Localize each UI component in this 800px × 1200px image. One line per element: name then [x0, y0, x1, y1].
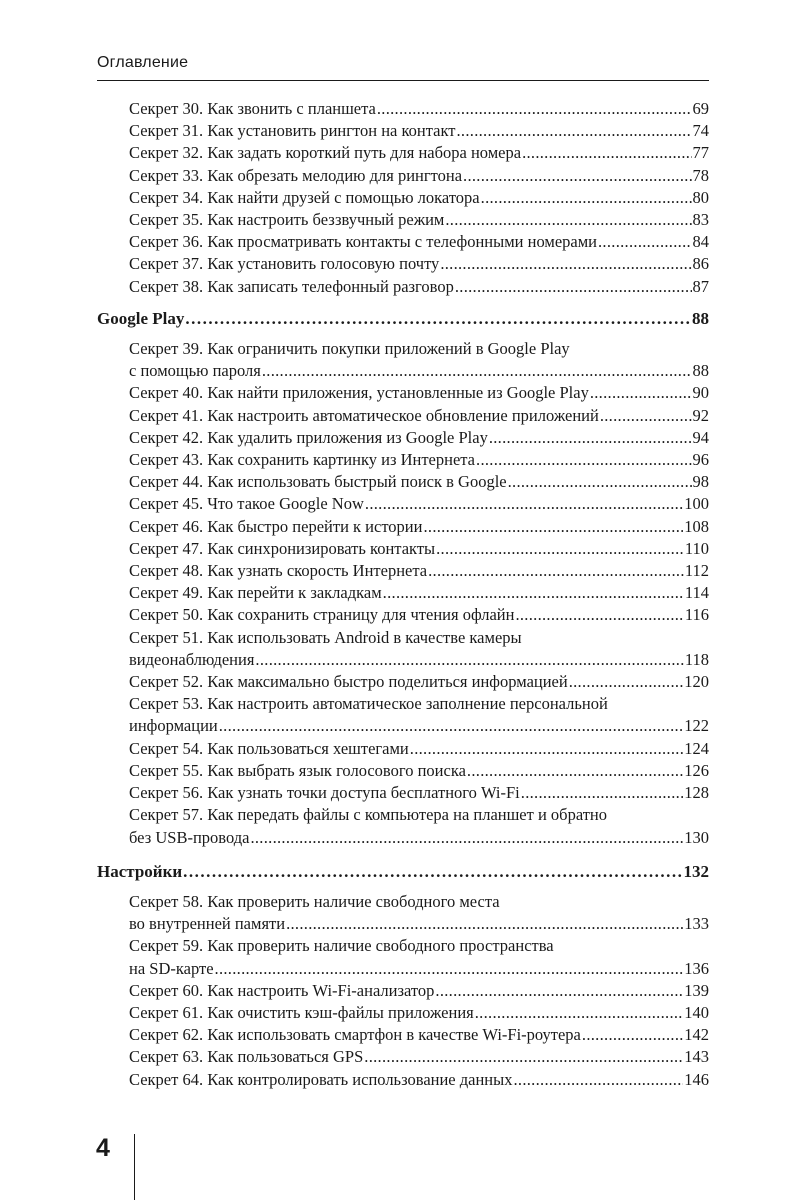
- dot-leader: [457, 120, 692, 142]
- entry-title-line: Секрет 57. Как передать файлы с компьютера на планшет и обратно: [129, 805, 608, 825]
- entry-page-number: 128: [684, 783, 709, 803]
- entry-title: видеонаблюдения: [129, 649, 255, 669]
- toc-entry: [97, 142, 709, 164]
- entry-title: Секрет 54. Как пользоваться хештегами: [129, 738, 409, 758]
- section-title: Google Play: [97, 308, 185, 328]
- toc-entry: [97, 231, 709, 253]
- toc-entry: [97, 604, 709, 626]
- toc-entry: [97, 935, 709, 979]
- dot-leader: [183, 861, 682, 883]
- toc-entry: [97, 165, 709, 187]
- entry-title-line: Секрет 51. Как использовать Android в качестве камеры: [129, 627, 522, 647]
- entry-title: Секрет 45. Что такое Google Now: [129, 494, 364, 514]
- dot-leader: [481, 187, 692, 209]
- dot-leader: [377, 98, 692, 120]
- toc-entry: [97, 738, 709, 760]
- toc-entry: [97, 1024, 709, 1046]
- entry-page-number: 126: [684, 760, 709, 780]
- entry-title-line: Секрет 59. Как проверить наличие свободного пространства: [129, 936, 554, 956]
- entry-row: [129, 516, 709, 538]
- entry-row: [129, 98, 709, 120]
- entry-title: Секрет 62. Как использовать смартфон в качестве Wi-Fi-роутера: [129, 1025, 581, 1045]
- toc-entry: [97, 693, 709, 737]
- dot-leader: [476, 449, 691, 471]
- dot-leader: [428, 560, 684, 582]
- entry-row: [129, 538, 709, 560]
- entry-page-number: 78: [692, 165, 709, 185]
- entry-page-number: 118: [684, 649, 709, 669]
- entry-row: [129, 405, 709, 427]
- toc-entry: [97, 1069, 709, 1091]
- dot-leader: [262, 360, 692, 382]
- entry-row: [129, 913, 709, 935]
- entry-row: [129, 253, 709, 275]
- toc-entry: [97, 671, 709, 693]
- entry-title: Секрет 47. Как синхронизировать контакты: [129, 538, 436, 558]
- entry-title: Секрет 41. Как настроить автоматическое обновление приложений: [129, 405, 599, 425]
- section-page-number: 132: [683, 861, 709, 881]
- toc-entry: [97, 627, 709, 671]
- dot-leader: [515, 604, 683, 626]
- entry-row: [129, 760, 709, 782]
- entry-row: [129, 582, 709, 604]
- entry-title: Секрет 55. Как выбрать язык голосового поиска: [129, 760, 466, 780]
- entry-title-line: Секрет 58. Как проверить наличие свободного места: [129, 891, 500, 911]
- dot-leader: [508, 471, 692, 493]
- entry-title: Секрет 49. Как перейти к закладкам: [129, 583, 382, 603]
- entry-page-number: 116: [684, 605, 709, 625]
- entry-row: [129, 560, 709, 582]
- entry-title: Секрет 61. Как очистить кэш-файлы приложения: [129, 1002, 474, 1022]
- entry-row: [129, 1046, 709, 1068]
- page-number: 4: [96, 1134, 110, 1162]
- dot-leader: [489, 427, 692, 449]
- entry-page-number: 136: [684, 958, 709, 978]
- dot-leader: [598, 231, 692, 253]
- entry-page-number: 94: [692, 427, 709, 447]
- entry-page-number: 120: [684, 672, 709, 692]
- entry-title: информации: [129, 716, 218, 736]
- entry-title: на SD-карте: [129, 958, 214, 978]
- entry-title: Секрет 30. Как звонить с планшета: [129, 99, 376, 118]
- entry-page-number: 108: [684, 516, 709, 536]
- entry-page-number: 143: [684, 1047, 709, 1067]
- entry-page-number: 83: [692, 210, 709, 230]
- dot-leader: [463, 165, 691, 187]
- toc-entry: [97, 560, 709, 582]
- entry-row: [129, 382, 709, 404]
- toc-entry: [97, 1046, 709, 1068]
- entry-page-number: 86: [692, 254, 709, 274]
- dot-leader: [185, 308, 691, 330]
- toc-entry: [97, 98, 709, 120]
- header-rule: [97, 80, 709, 81]
- toc-entry: [97, 516, 709, 538]
- toc-entry: [97, 582, 709, 604]
- entry-title: Секрет 31. Как установить рингтон на контакт: [129, 121, 456, 141]
- running-header: Оглавление: [97, 54, 189, 71]
- entry-page-number: 142: [684, 1025, 709, 1045]
- entry-page-number: 90: [692, 383, 709, 403]
- toc-entry: [97, 405, 709, 427]
- entry-row: [129, 1069, 709, 1091]
- entry-row: [129, 782, 709, 804]
- entry-row: [129, 604, 709, 626]
- entry-row: [129, 827, 709, 849]
- entry-page-number: 133: [684, 914, 709, 934]
- entry-row: [129, 738, 709, 760]
- entry-title: Секрет 34. Как найти друзей с помощью локатора: [129, 187, 480, 207]
- entry-title: Секрет 38. Как записать телефонный разговор: [129, 276, 454, 296]
- entry-title: с помощью пароля: [129, 361, 261, 381]
- entry-row: [129, 715, 709, 737]
- entry-page-number: 88: [692, 361, 709, 381]
- entry-row: [129, 1024, 709, 1046]
- dot-leader: [383, 582, 684, 604]
- entry-page-number: 74: [692, 121, 709, 141]
- section-title: Настройки: [97, 861, 183, 881]
- toc-entry: [97, 804, 709, 848]
- entry-title: Секрет 40. Как найти приложения, установленные из Google Play: [129, 383, 589, 403]
- entry-row: [129, 671, 709, 693]
- entry-page-number: 98: [692, 472, 709, 492]
- dot-leader: [364, 1046, 683, 1068]
- dot-leader: [521, 782, 683, 804]
- entry-row: [129, 120, 709, 142]
- dot-leader: [569, 671, 684, 693]
- entry-title: Секрет 48. Как узнать скорость Интернета: [129, 561, 428, 581]
- entry-row: [129, 493, 709, 515]
- section-page-number: 88: [692, 308, 709, 328]
- entry-row: [129, 360, 709, 382]
- entry-title: Секрет 36. Как просматривать контакты с телефонными номерами: [129, 232, 597, 252]
- dot-leader: [445, 209, 691, 231]
- entry-title: Секрет 44. Как использовать быстрый поиск в Google: [129, 472, 507, 492]
- entry-title-line: Секрет 39. Как ограничить покупки приложений в Google Play: [129, 339, 570, 359]
- entry-title: Секрет 37. Как установить голосовую почту: [129, 254, 440, 274]
- toc-entry: [97, 1002, 709, 1024]
- toc-entry: [97, 253, 709, 275]
- entry-row: [129, 958, 709, 980]
- table-of-contents: [97, 98, 709, 1091]
- entry-page-number: 80: [692, 187, 709, 207]
- entry-title: Секрет 42. Как удалить приложения из Google Play: [129, 427, 488, 447]
- entry-row: [129, 980, 709, 1002]
- entry-row: [129, 142, 709, 164]
- dot-leader: [475, 1002, 684, 1024]
- entry-title: во внутренней памяти: [129, 914, 286, 934]
- entry-page-number: 84: [692, 232, 709, 252]
- dot-leader: [286, 913, 683, 935]
- toc-entry: [97, 427, 709, 449]
- toc-entry: [97, 449, 709, 471]
- toc-section-heading: [97, 861, 709, 883]
- dot-leader: [582, 1024, 683, 1046]
- entry-title: Секрет 50. Как сохранить страницу для чтения офлайн: [129, 605, 515, 625]
- footer-rule: [134, 1134, 135, 1200]
- dot-leader: [600, 405, 692, 427]
- entry-title: без USB-провода: [129, 827, 250, 847]
- dot-leader: [365, 493, 683, 515]
- dot-leader: [590, 382, 692, 404]
- entry-title: Секрет 35. Как настроить беззвучный режим: [129, 210, 445, 230]
- entry-row: [129, 1002, 709, 1024]
- entry-row: [129, 165, 709, 187]
- entry-title: Секрет 64. Как контролировать использование данных: [129, 1069, 513, 1089]
- toc-entry: [97, 538, 709, 560]
- dot-leader: [513, 1069, 683, 1091]
- entry-title: Секрет 52. Как максимально быстро поделиться информацией: [129, 672, 568, 692]
- entry-title: Секрет 33. Как обрезать мелодию для рингтона: [129, 165, 463, 185]
- dot-leader: [423, 516, 683, 538]
- entry-row: [129, 209, 709, 231]
- toc-entry: [97, 891, 709, 935]
- entry-title: Секрет 46. Как быстро перейти к истории: [129, 516, 423, 536]
- toc-entry: [97, 120, 709, 142]
- entry-title: Секрет 63. Как пользоваться GPS: [129, 1047, 364, 1067]
- toc-entry: [97, 276, 709, 298]
- entry-title: Секрет 60. Как настроить Wi-Fi-анализатор: [129, 980, 435, 1000]
- entry-page-number: 140: [684, 1002, 709, 1022]
- entry-page-number: 77: [692, 143, 709, 163]
- toc-entry: [97, 187, 709, 209]
- toc-entry: [97, 382, 709, 404]
- dot-leader: [215, 958, 684, 980]
- entry-page-number: 124: [684, 738, 709, 758]
- entry-row: [129, 231, 709, 253]
- toc-entry: [97, 760, 709, 782]
- toc-entry: [97, 782, 709, 804]
- entry-title-line: Секрет 53. Как настроить автоматическое заполнение персональной: [129, 694, 608, 714]
- entry-row: [129, 649, 709, 671]
- dot-leader: [455, 276, 692, 298]
- toc-entry: [97, 338, 709, 382]
- entry-title: Секрет 32. Как задать короткий путь для набора номера: [129, 143, 522, 163]
- dot-leader: [436, 538, 684, 560]
- entry-title: Секрет 56. Как узнать точки доступа бесплатного Wi-Fi: [129, 783, 520, 803]
- toc-entry: [97, 209, 709, 231]
- entry-page-number: 96: [692, 450, 709, 470]
- entry-page-number: 69: [692, 99, 709, 118]
- dot-leader: [410, 738, 683, 760]
- entry-page-number: 92: [692, 405, 709, 425]
- toc-entry: [97, 980, 709, 1002]
- toc-entry: [97, 493, 709, 515]
- entry-page-number: 87: [692, 276, 709, 296]
- dot-leader: [435, 980, 683, 1002]
- entry-page-number: 100: [684, 494, 709, 514]
- toc-entry: [97, 471, 709, 493]
- dot-leader: [255, 649, 683, 671]
- entry-page-number: 130: [684, 827, 709, 847]
- entry-page-number: 112: [684, 561, 709, 581]
- entry-row: [129, 427, 709, 449]
- entry-page-number: 139: [684, 980, 709, 1000]
- entry-row: [129, 187, 709, 209]
- entry-page-number: 146: [684, 1069, 709, 1089]
- entry-page-number: 110: [684, 538, 709, 558]
- entry-page-number: 114: [684, 583, 709, 603]
- entry-row: [129, 276, 709, 298]
- entry-row: [129, 449, 709, 471]
- dot-leader: [522, 142, 691, 164]
- entry-page-number: 122: [684, 716, 709, 736]
- entry-title: Секрет 43. Как сохранить картинку из Интернета: [129, 450, 476, 470]
- toc-section-heading: [97, 308, 709, 330]
- dot-leader: [440, 253, 691, 275]
- dot-leader: [467, 760, 683, 782]
- dot-leader: [219, 715, 684, 737]
- dot-leader: [250, 827, 683, 849]
- entry-row: [129, 471, 709, 493]
